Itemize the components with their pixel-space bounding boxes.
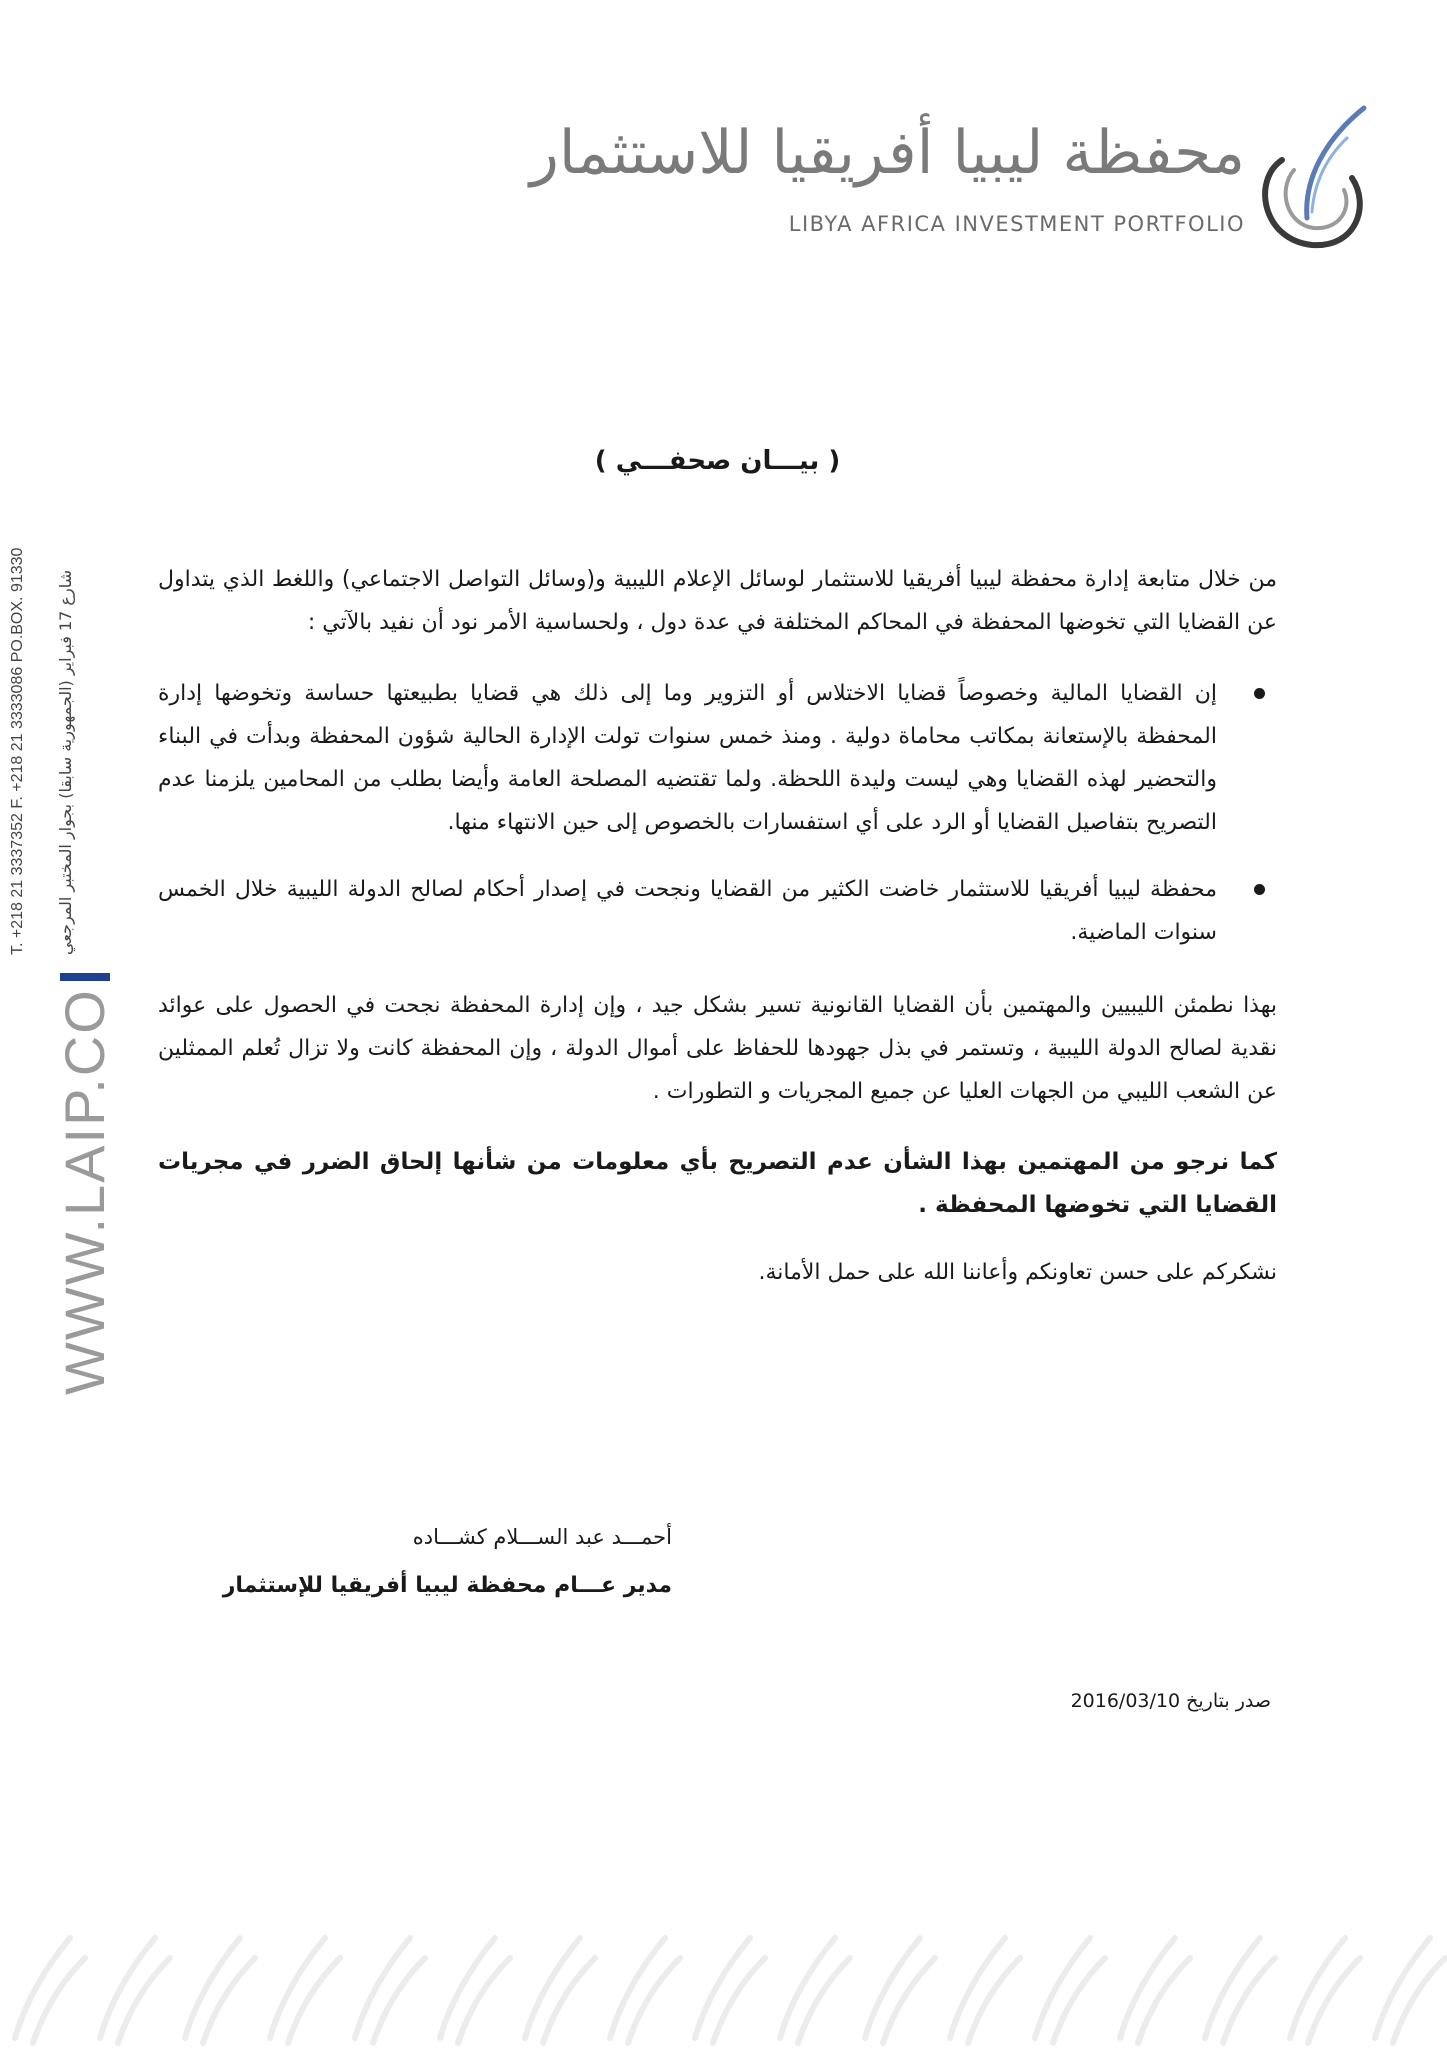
watermark-swoosh	[33, 1958, 85, 2043]
watermark-swoosh	[968, 1958, 1020, 2043]
watermark-swoosh	[203, 1958, 255, 2043]
watermark-swoosh	[1308, 1958, 1360, 2043]
decorative-watermark	[0, 1923, 1447, 2048]
watermark-swoosh	[118, 1958, 170, 2043]
watermark-swoosh	[798, 1958, 850, 2043]
watermark-swoosh	[1053, 1958, 1105, 2043]
website-url[interactable]: WWW.LAIP.CO	[53, 988, 116, 1395]
watermark-swoosh	[1393, 1958, 1445, 2043]
sidebar-accent-bar	[60, 973, 110, 981]
contact-numbers: T. +218 21 3337352 F. +218 21 3333086 PO.BOX. 91330	[9, 547, 26, 955]
thanks-paragraph: نشكركم على حسن تعاونكم وأعاننا الله على حمل الأمانة.	[758, 1260, 1277, 1285]
statement-list	[158, 672, 1277, 954]
watermark-swoosh	[1138, 1958, 1190, 2043]
logo-arabic-text: محفظة ليبيا أفريقيا للاستثمار	[529, 118, 1245, 188]
contact-sidebar	[0, 455, 116, 1395]
signatory-name: أحمـــد عبد الســـلام كشـــاده	[412, 1525, 672, 1549]
date-value: 2016/03/10	[1070, 1690, 1181, 1712]
watermark-swoosh	[543, 1958, 595, 2043]
press-release-body	[158, 440, 1277, 1354]
document-title: ( بيـــان صحفـــي )	[594, 446, 841, 476]
request-paragraph: كما نرجو من المهتمين بهذا الشأن عدم التصريح بأي معلومات من شأنها إلحاق الضرر في مجريات القضايا التي تخوضها المحفظة .	[158, 1149, 1277, 1218]
signatory-title: مدير عـــام محفظة ليبيا أفريقيا للإستثمار	[222, 1573, 672, 1598]
watermark-swoosh	[288, 1958, 340, 2043]
watermark-swoosh	[883, 1958, 935, 2043]
reassurance-paragraph: بهذا نطمئن الليبيين والمهتمين بأن القضايا القانونية تسير بشكل جيد ، وإن إدارة المحفظة نجحت في الحصول على عوائد نقدية لصالح الدولة الليبية ، وتستمر في بذل جهودها للحفاظ على أموال الدولة ، وإن المحفظة كانت ولا تزال تُعلم الممثلين عن الشعب الليبي من الجهات العليا عن جميع المجريات و التطورات .	[158, 993, 1277, 1104]
issue-date	[1071, 1690, 1271, 1712]
signature-block	[0, 1525, 1447, 1645]
laip-logo-icon	[1252, 100, 1370, 250]
intro-paragraph: من خلال متابعة إدارة محفظة ليبيا أفريقيا للاستثمار لوسائل الإعلام الليبية و(وسائل التواصل الاجتماعي) واللغط الذي يتداول عن القضايا التي تخوضها المحفظة في المحاكم المختلفة في عدة دول ، ولحساسية الأمر نود أن نفيد بالآتي :	[158, 567, 1277, 635]
header-logo	[529, 100, 1370, 250]
contact-address: شارع 17 فبراير (الجمهورية سابقا) بجوار المختبر المرجعي	[56, 570, 75, 955]
watermark-swoosh	[373, 1958, 425, 2043]
date-label: صدر بتاريخ	[1186, 1690, 1271, 1712]
watermark-swoosh	[628, 1958, 680, 2043]
list-item: إن القضايا المالية وخصوصاً قضايا الاختلاس أو التزوير وما إلى ذلك هي قضايا بطبيعتها حساسة وتخوضها إدارة المحفظة بالإستعانة بمكاتب محاماة دولية . ومنذ خمس سنوات تولت الإدارة الحالية شؤون المحفظة وبدأت في البناء والتحضير لهذه القضايا وهي ليست وليدة اللحظة. ولما تقتضيه المصلحة العامة وأيضا بطلب من المحامين يلزمنا عدم التصريح بتفاصيل القضايا أو الرد على أي استفسارات بالخصوص إلى حين الانتهاء منها.	[158, 672, 1217, 844]
watermark-swoosh	[713, 1958, 765, 2043]
list-item: محفظة ليبيا أفريقيا للاستثمار خاضت الكثير من القضايا ونجحت في إصدار أحكام لصالح الدولة الليبية خلال الخمس سنوات الماضية.	[158, 868, 1217, 954]
logo-english-text: LIBYA AFRICA INVESTMENT PORTFOLIO	[788, 212, 1245, 236]
watermark-swoosh	[458, 1958, 510, 2043]
watermark-swoosh	[1223, 1958, 1275, 2043]
